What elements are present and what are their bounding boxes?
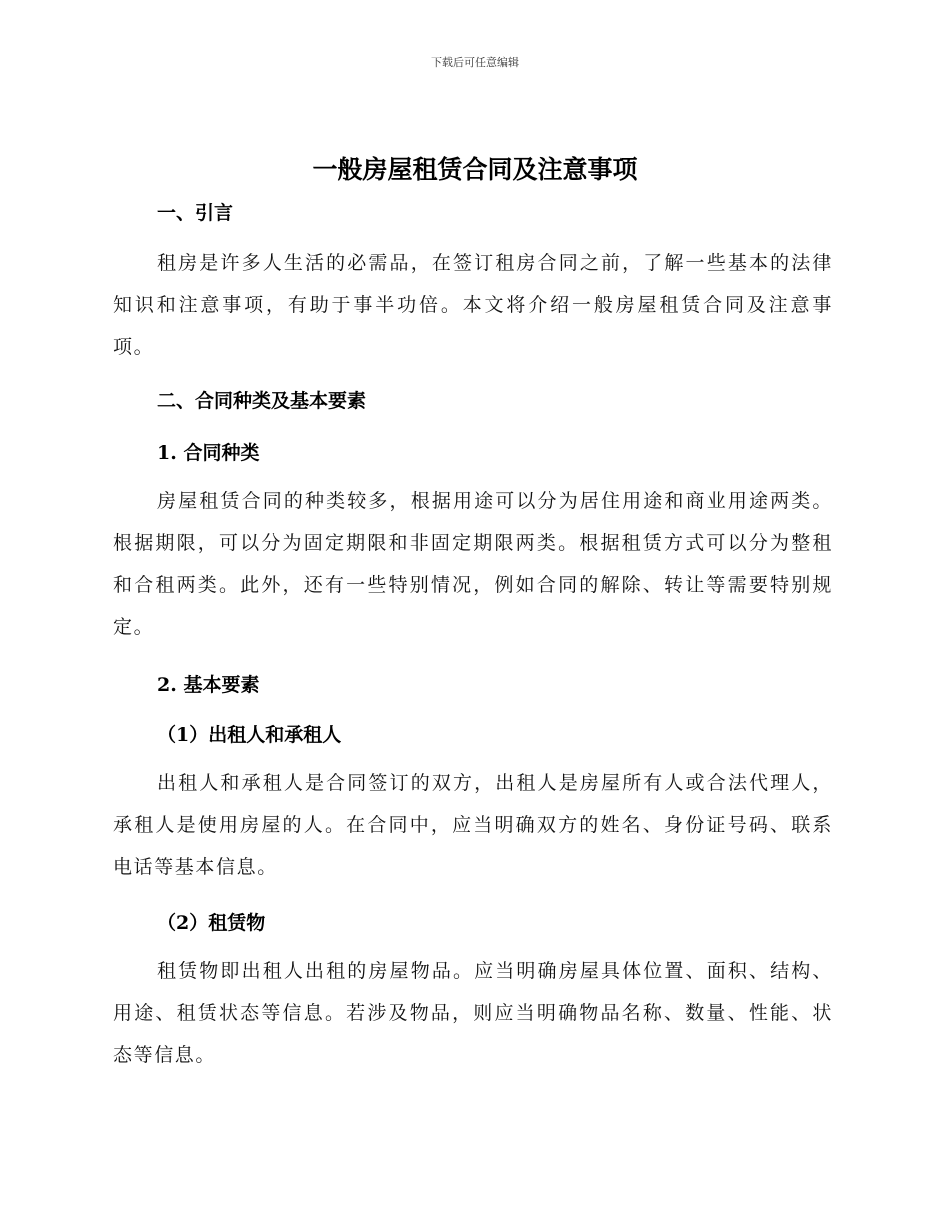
section-heading-intro: 一、引言 xyxy=(157,202,234,224)
subheading-contract-types: 1. 合同种类 xyxy=(157,442,260,464)
header-note: 下载后可任意编辑 xyxy=(431,56,519,69)
subheading-property: （2）租赁物 xyxy=(157,912,266,934)
property-paragraph: 租赁物即出租人出租的房屋物品。应当明确房屋具体位置、面积、结构、用途、租赁状态等信息。若涉及物品，则应当明确物品名称、数量、性能、状态等信息。 xyxy=(113,960,833,1066)
document-title: 一般房屋租赁合同及注意事项 xyxy=(312,155,638,184)
intro-paragraph: 租房是许多人生活的必需品，在签订租房合同之前，了解一些基本的法律知识和注意事项，有助于事半功倍。本文将介绍一般房屋租赁合同及注意事项。 xyxy=(113,252,833,358)
subheading-basic-elements: 2. 基本要素 xyxy=(157,674,260,696)
section-heading-types: 二、合同种类及基本要素 xyxy=(157,390,367,412)
contract-types-paragraph: 房屋租赁合同的种类较多，根据用途可以分为居住用途和商业用途两类。根据期限，可以分为固定期限和非固定期限两类。根据租赁方式可以分为整租和合租两类。此外，还有一些特别情况，例如合同的解除、转让等需要特别规定。 xyxy=(113,490,833,638)
parties-paragraph: 出租人和承租人是合同签订的双方，出租人是房屋所有人或合法代理人，承租人是使用房屋的人。在合同中，应当明确双方的姓名、身份证号码、联系电话等基本信息。 xyxy=(113,772,833,878)
subheading-parties: （1）出租人和承租人 xyxy=(157,724,342,746)
